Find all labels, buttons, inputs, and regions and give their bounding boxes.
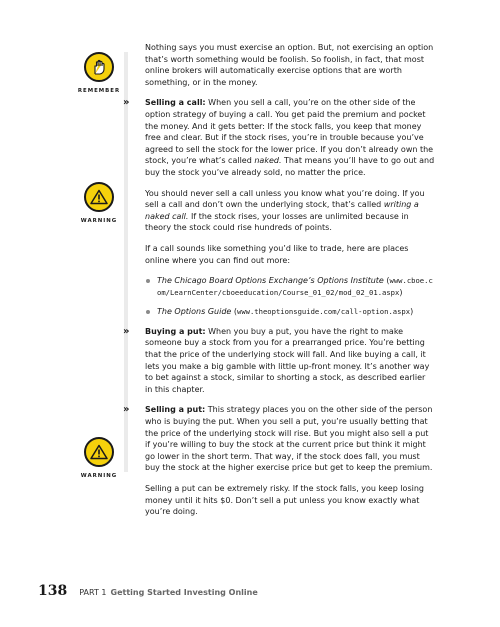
page-footer [38,583,258,599]
resource-paren: ) [410,307,414,317]
resource-url[interactable]: www.cboe.com/LearnCenter/cboeeducation/Course_01_02/mod_02_01.aspx [157,276,433,297]
bullet-italic: naked. [254,156,282,166]
main-text [123,42,435,527]
paragraph-text: You should never sell a call unless you know what you’re doing. If you sell a call and don’t own the underlying stock, that’s called [145,188,425,210]
bullet-lead: Selling a call: [145,98,206,108]
remember-icon-block [74,52,124,94]
resource-title: The Chicago Board Options Exchange’s Options Institute [157,276,384,286]
part-title: Getting Started Investing Online [110,588,258,597]
bullet-text: This strategy places you on the other side of the person who is buying the put. When you sell a put, you’re usually betting that the price of the underlying stock will rise. But you might also sell a put if you’re willing to buy the stock at the current price but think it might go lower in the short term. That way, if the stock does fall, you must buy the stock at the higher exercise price but get to keep the premium. [145,405,433,473]
paragraph-italic: writing a naked call. [145,200,419,221]
part-label: PART 1 [79,588,107,597]
warning-label: WARNING [80,473,118,479]
bullet-buying-put [123,325,435,396]
bullet-text: That means you’ll have to go out and buy the stock you’ve already sold, no matter the price. [145,156,435,177]
remember-paragraph: Nothing says you must exercise an option. But, not exercising an option that’s worth something would be foolish. So foolish, in fact, that most online brokers will automatically exercise options that are worth something, or in the money. [145,43,434,87]
double-chevron-icon: » [123,97,130,109]
resource-paren: ( [231,307,237,317]
warning-label: WARNING [80,218,118,224]
resource-paren: ( [383,276,390,286]
bullet-text: When you buy a put, you have the right to make someone buy a stock from you for a prearranged price. You’re betting that the price of the underlying stock will fall. And like buying a call, it lets you make a big gamble with little up-front money. It’s another way to bet against a stock, similar to shorting a stock, as described earlier in this chapter. [145,326,430,394]
warning-paragraph: Selling a put can be extremely risky. If the stock falls, you keep losing money until it hits $0. Don’t sell a put unless you know exactly what you’re doing. [145,484,424,517]
bullet-text: When you sell a call, you’re on the other side of the option strategy of buying a call. You get paid the premium and pocket the money. And it gets better: If the stock falls, you keep that money free and clear. But if the stock rises, you’re in trouble because you’ve agreed to sell the stock for the lower price. If you don’t already own the stock, you’re what’s called [145,98,434,166]
bullet-selling-call [123,97,435,178]
warning-icon-block [74,437,124,479]
bullet-selling-put [123,404,435,474]
bullet-dot-icon [146,279,150,283]
page-number: 138 [38,583,68,599]
warning-triangle-icon [84,182,114,212]
bullet-lead: Buying a put: [145,326,206,336]
warning-icon-block [74,182,124,224]
resource-paren: ) [399,287,403,297]
hand-finger-string-icon [84,52,114,82]
remember-label: REMEMBER [77,88,121,94]
double-chevron-icon: » [123,325,130,337]
warning-paragraph [145,188,435,234]
warning-triangle-icon [84,437,114,467]
resource-title: The Options Guide [157,307,232,317]
resource-item [145,275,435,298]
bullet-lead: Selling a put: [145,405,206,415]
resource-item [145,306,435,318]
resources-intro: If a call sounds like something you’d like to trade, here are places online where you can find out more: [145,243,409,265]
bullet-dot-icon [146,310,150,314]
double-chevron-icon: » [123,404,130,416]
paragraph-text: If the stock rises, your losses are unlimited because in theory the stock could rise hundreds of points. [145,211,409,233]
resource-url[interactable]: www.theoptionsguide.com/call-option.aspx [237,307,411,317]
